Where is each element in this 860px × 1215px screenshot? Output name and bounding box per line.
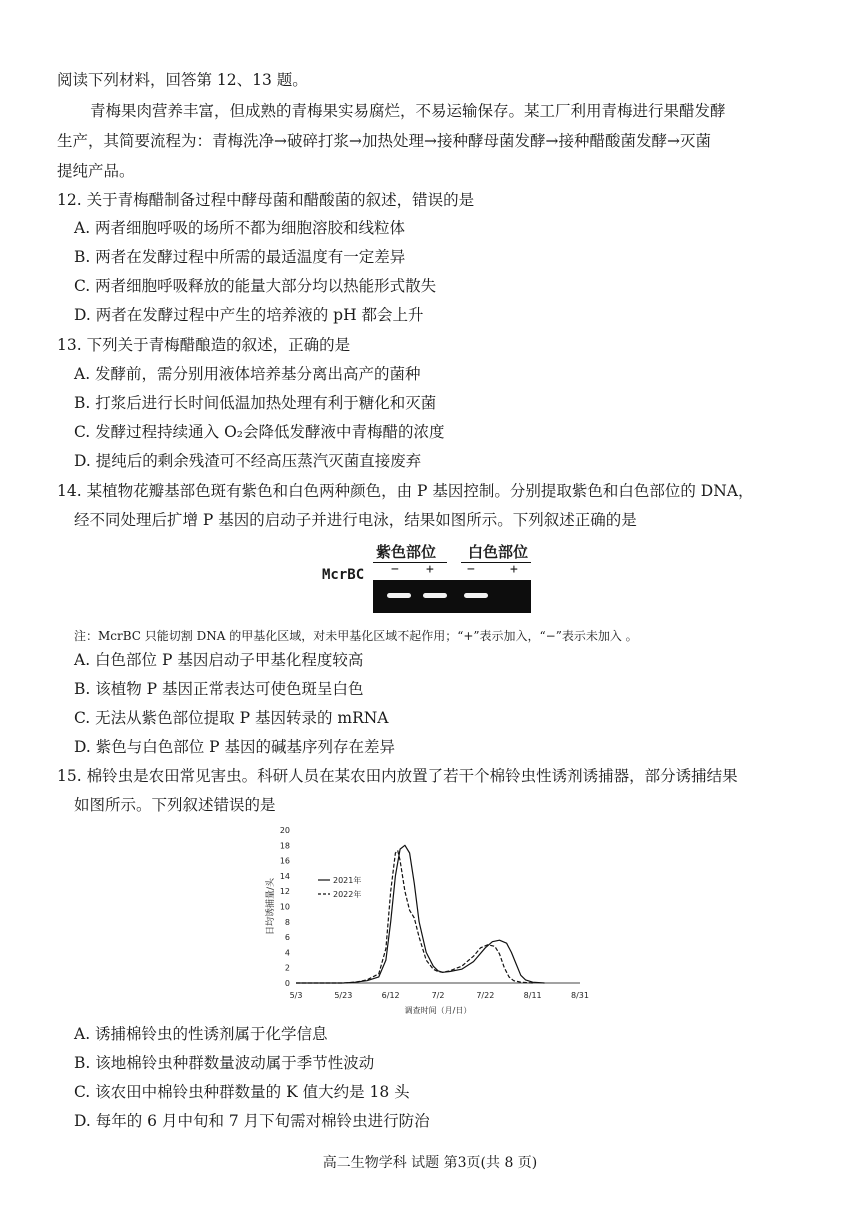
x-tick-label: 7/2 — [431, 991, 445, 1000]
y-tick-label: 20 — [279, 826, 290, 835]
q12-stem: 12. 关于青梅醋制备过程中酵母菌和醋酸菌的叙述，错误的是 — [57, 191, 475, 209]
gel-sign-4: + — [510, 562, 518, 577]
y-tick-label: 14 — [279, 871, 290, 881]
gel-band — [423, 593, 447, 598]
series-line-1 — [296, 845, 545, 983]
q15-stem-1: 15. 棉铃虫是农田常见害虫。科研人员在某农田内放置了若干个棉铃虫性诱剂诱捕器，部分诱捕结果 — [57, 767, 738, 785]
q14-note: 注：McrBC 只能切割 DNA 的甲基化区域，对未甲基化区域不起作用；“+”表示加入，“−”表示未加入 。 — [74, 629, 638, 643]
q12-option-c: C. 两者细胞呼吸释放的能量大部分均以热能形式散失 — [74, 277, 437, 295]
intro-line-4: 提纯产品。 — [57, 162, 135, 180]
gel-sign-1: − — [391, 562, 399, 577]
q15-option-b: B. 该地棉铃虫种群数量波动属于季节性波动 — [74, 1054, 375, 1072]
q14-option-b: B. 该植物 P 基因正常表达可使色斑呈白色 — [74, 680, 364, 698]
q13-option-c: C. 发酵过程持续通入 O₂会降低发酵液中青梅醋的浓度 — [74, 423, 445, 441]
trap-count-chart — [260, 820, 600, 1020]
y-tick-label: 10 — [279, 902, 290, 912]
series-line-2 — [296, 851, 533, 983]
q13-option-a: A. 发酵前，需分别用液体培养基分离出高产的菌种 — [74, 365, 421, 383]
y-tick-label: 6 — [284, 933, 290, 943]
intro-line-3: 生产，其简要流程为：青梅洗净→破碎打浆→加热处理→接种酵母菌发酵→接种醋酸菌发酵→灭菌 — [57, 132, 711, 150]
q13-stem: 13. 下列关于青梅醋酿造的叙述，正确的是 — [57, 336, 351, 354]
gel-body — [373, 580, 531, 613]
q12-option-d: D. 两者在发酵过程中产生的培养液的 pH 都会上升 — [74, 306, 424, 324]
q13-option-b: B. 打浆后进行长时间低温加热处理有利于糖化和灭菌 — [74, 394, 437, 412]
intro-line-2: 青梅果肉营养丰富，但成熟的青梅果实易腐烂，不易运输保存。某工厂利用青梅进行果醋发酵 — [90, 102, 726, 120]
q15-option-c: C. 该农田中棉铃虫种群数量的 K 值大约是 18 头 — [74, 1083, 410, 1101]
gel-row-label: McrBC — [322, 567, 365, 583]
q12-option-a: A. 两者细胞呼吸的场所不都为细胞溶胶和线粒体 — [74, 219, 406, 237]
page-footer: 高二生物学科 试题 第3页(共 8 页) — [322, 1155, 538, 1171]
y-tick-label: 0 — [284, 979, 290, 988]
x-tick-label: 7/22 — [476, 991, 495, 1000]
q14-stem-2: 经不同处理后扩增 P 基因的启动子并进行电泳，结果如图所示。下列叙述正确的是 — [74, 511, 637, 529]
x-tick-label: 8/11 — [523, 991, 542, 1000]
q14-option-d: D. 紫色与白色部位 P 基因的碱基序列存在差异 — [74, 738, 396, 756]
y-tick-label: 18 — [279, 841, 290, 851]
q12-option-b: B. 两者在发酵过程中所需的最适温度有一定差异 — [74, 248, 406, 266]
legend-label: 2022年 — [333, 890, 362, 899]
y-axis-label: 日均诱捕量/头 — [266, 877, 276, 936]
q14-option-a: A. 白色部位 P 基因启动子甲基化程度较高 — [74, 651, 364, 669]
gel-group-underline-1 — [373, 562, 447, 563]
x-tick-label: 5/3 — [289, 991, 303, 1000]
q14-stem-1: 14. 某植物花瓣基部色斑有紫色和白色两种颜色，由 P 基因控制。分别提取紫色和白色部位的 DNA， — [57, 482, 754, 500]
y-tick-label: 8 — [284, 917, 290, 927]
y-tick-label: 16 — [279, 856, 290, 866]
gel-sign-2: + — [426, 562, 434, 577]
x-tick-label: 8/31 — [571, 991, 589, 1000]
q13-option-d: D. 提纯后的剩余残渣可不经高压蒸汽灭菌直接废弃 — [74, 452, 422, 470]
q15-option-d: D. 每年的 6 月中旬和 7 月下旬需对棉铃虫进行防治 — [74, 1112, 430, 1130]
x-tick-label: 5/23 — [334, 991, 353, 1000]
x-tick-label: 6/12 — [381, 991, 400, 1000]
q14-option-c: C. 无法从紫色部位提取 P 基因转录的 mRNA — [74, 709, 389, 727]
gel-group-purple: 紫色部位 — [376, 543, 437, 561]
x-axis-label: 调查时间（月/日） — [404, 1006, 472, 1015]
gel-band — [464, 593, 488, 598]
y-tick-label: 2 — [284, 963, 290, 973]
legend-label: 2021年 — [333, 876, 362, 885]
q15-stem-2: 如图所示。下列叙述错误的是 — [74, 796, 276, 814]
y-tick-label: 12 — [279, 887, 290, 897]
gel-band — [387, 593, 411, 598]
intro-line-1: 阅读下列材料，回答第 12、13 题。 — [57, 71, 308, 89]
q15-option-a: A. 诱捕棉铃虫的性诱剂属于化学信息 — [74, 1025, 328, 1043]
gel-sign-3: − — [467, 562, 475, 577]
gel-group-white: 白色部位 — [468, 543, 529, 561]
y-tick-label: 4 — [284, 948, 290, 958]
